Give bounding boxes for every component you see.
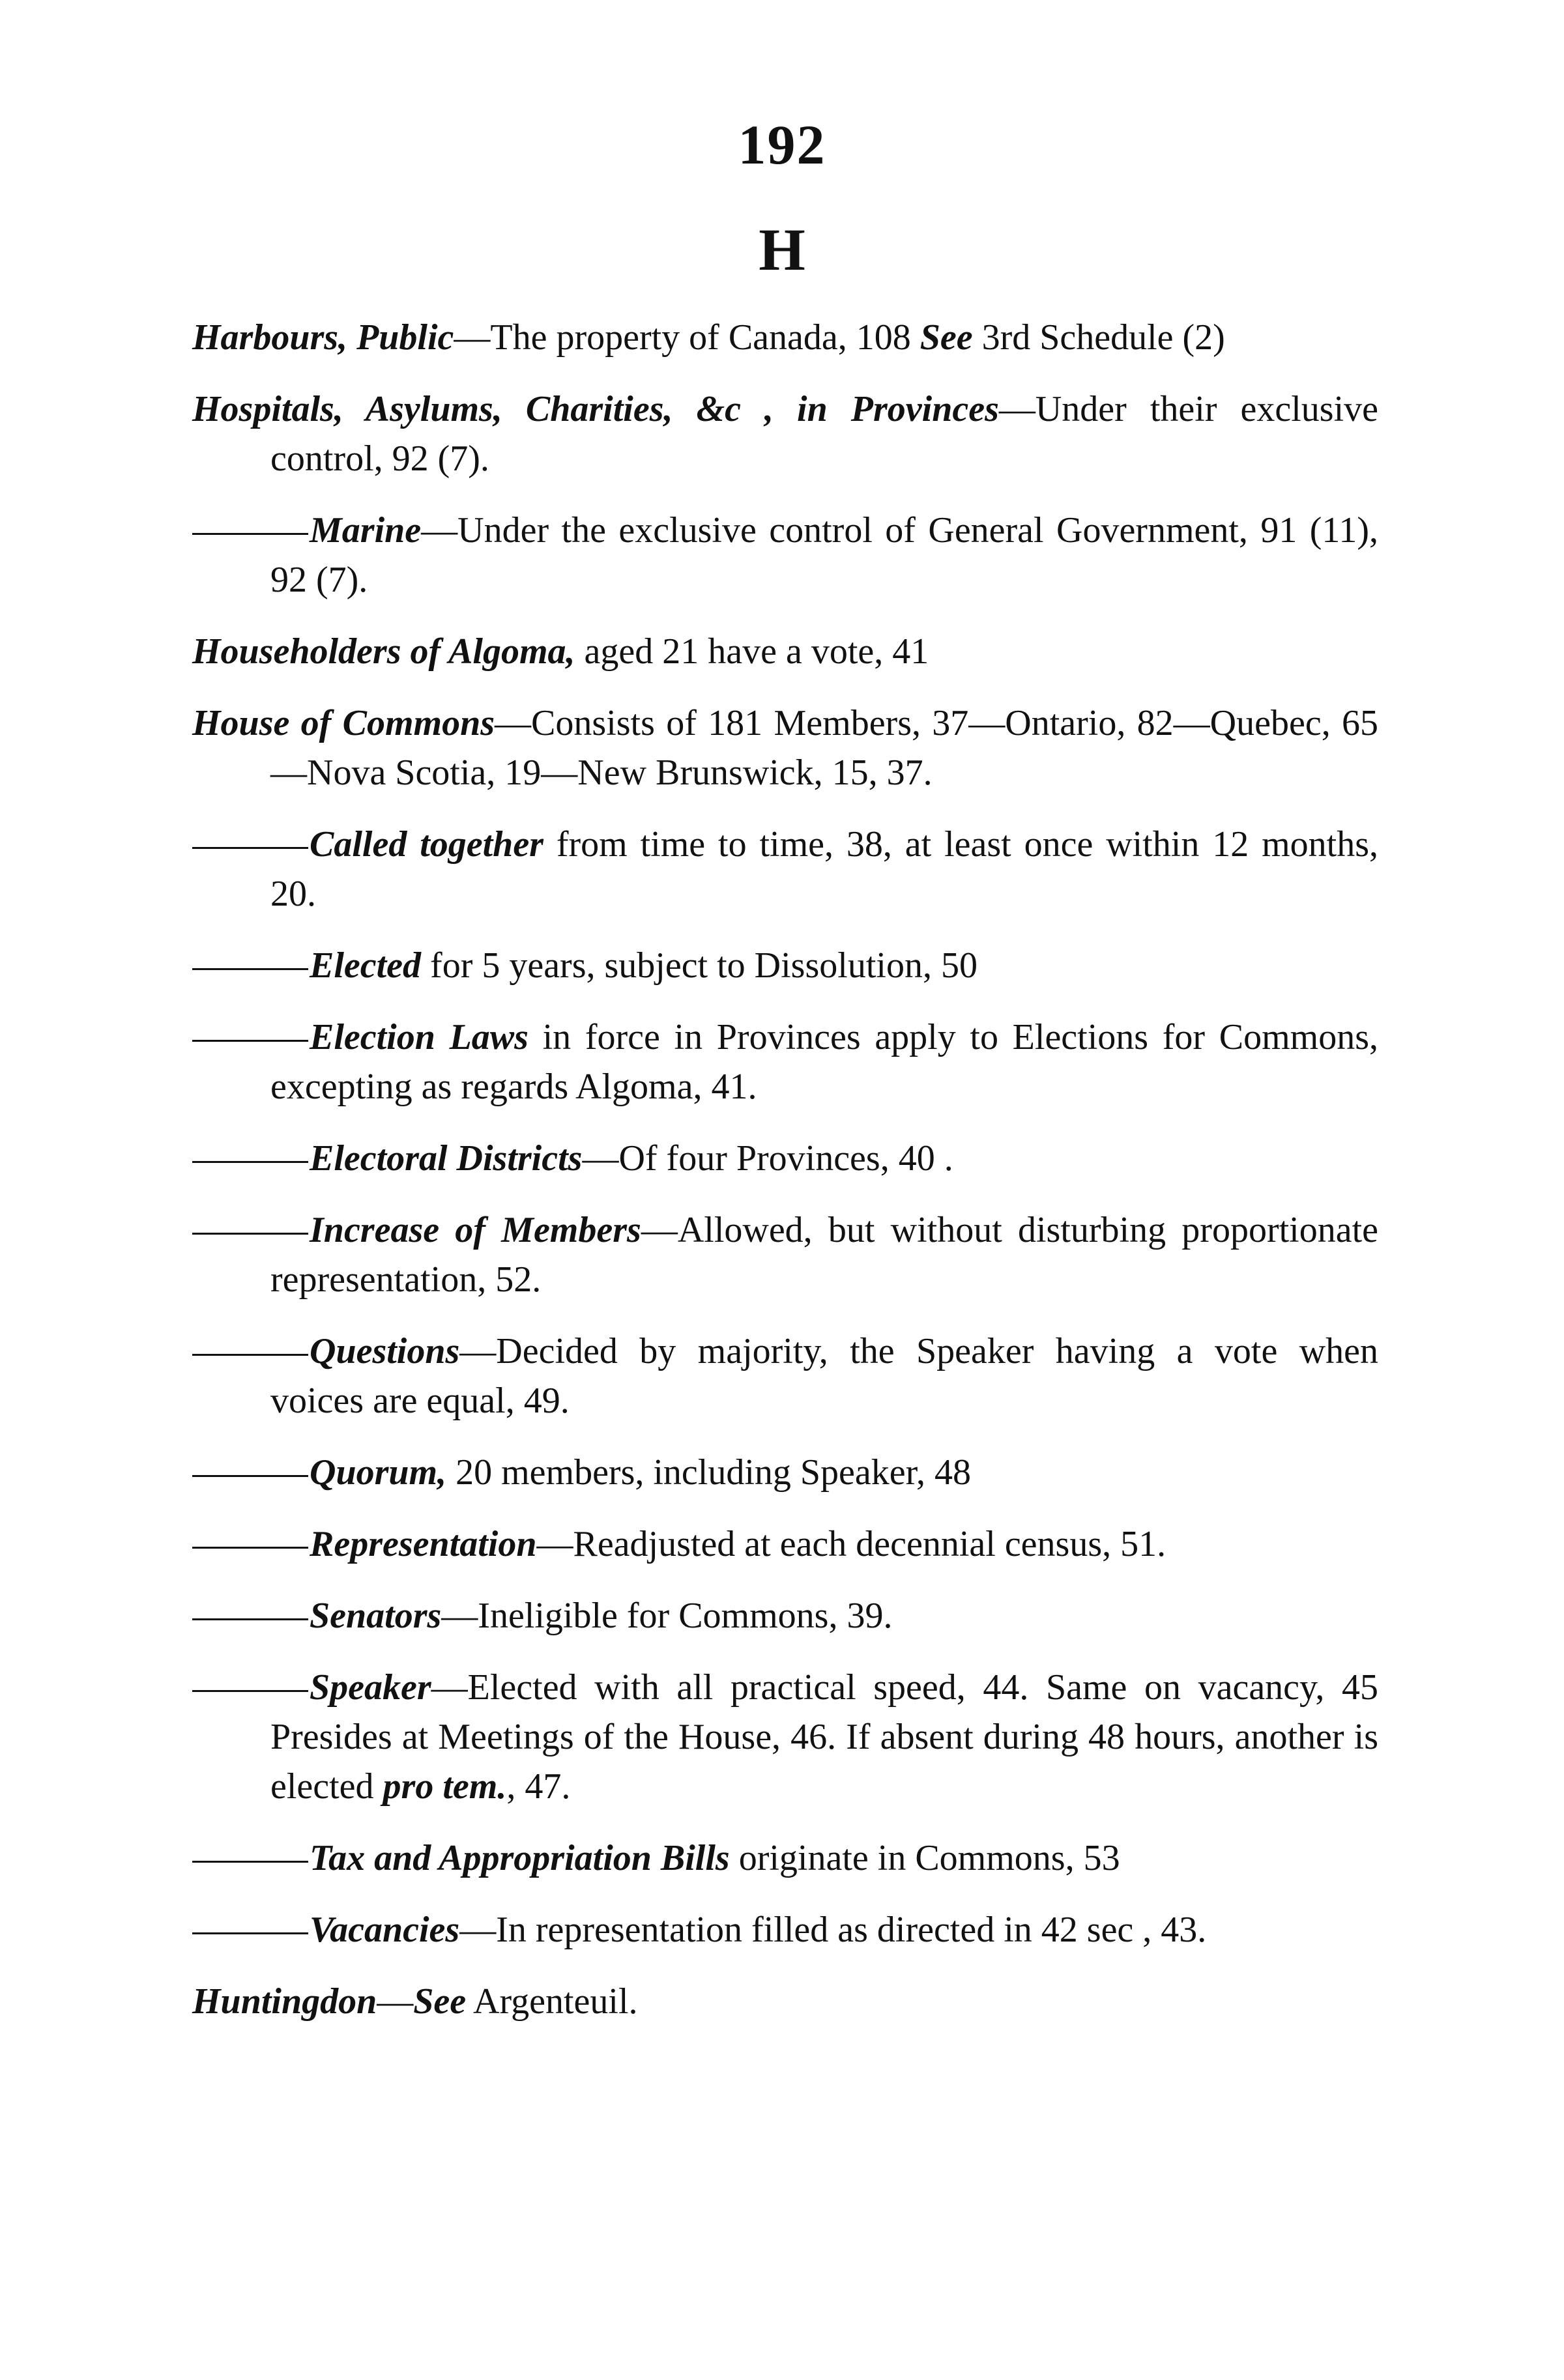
entry-text: —In representation filled as directed in 42 sec , 43. [459,1910,1207,1950]
entry-tail: , 47. [506,1766,571,1807]
entry-heading: Increase of Members [310,1210,641,1250]
entry-text: —Consists of 181 Members, 37—Ontario, 82—Quebec, 65—Nova Scotia, 19—New Brunswick, 15, 37. [270,703,1379,793]
entry-heading: Huntingdon [192,1981,377,2022]
entry-heading: Senators [310,1596,442,1636]
index-subentry-increase-of-members [192,1205,1378,1304]
entry-text: —Under the exclusive control of General Government, 91 (11), 92 (7). [270,510,1378,600]
ditto-dash [192,1690,308,1692]
entry-text: —Under their exclusive control, 92 (7). [270,389,1378,479]
entry-text: for 5 years, subject to Dissolution, 50 [421,945,977,986]
entry-heading: Election Laws [310,1017,529,1057]
index-subentry-elected [192,941,1378,990]
entry-heading: Electoral Districts [310,1138,583,1179]
index-subentry-election-laws [192,1012,1378,1111]
ditto-dash [192,1618,308,1620]
entry-text: originate in Commons, 53 [729,1838,1120,1878]
entry-heading: Vacancies [310,1910,460,1950]
index-subentry-vacancies [192,1905,1378,1955]
entry-heading: Tax and Appropriation Bills [310,1838,730,1878]
entry-text: —Ineligible for Commons, 39. [441,1596,893,1636]
ditto-dash [192,1233,308,1235]
index-subentry-speaker [192,1663,1378,1811]
page-number: 192 [738,113,826,176]
ditto-dash [192,533,308,535]
entry-heading: Harbours, Public [192,317,454,358]
entry-heading: Called together [310,824,543,865]
entry-heading: Quorum, [310,1452,447,1493]
index-entry-harbours [192,313,1378,362]
ditto-dash [192,1932,308,1934]
entry-text: from time to time, 38, at least once within 12 months, 20. [270,824,1379,914]
index-entry-huntingdon [192,1977,1378,2026]
ditto-dash [192,1161,308,1163]
ditto-dash [192,1475,308,1477]
ditto-dash [192,1040,308,1042]
index-subentry-questions [192,1326,1378,1426]
entry-text: —The property of Canada, 108 [454,317,920,358]
index-entry-householders [192,627,1378,676]
entry-text: —Allowed, but without disturbing proportionate representation, 52. [270,1210,1378,1300]
entry-heading: Representation [310,1524,537,1564]
ditto-dash [192,1354,308,1356]
entry-text: —Of four Provinces, 40 . [582,1138,953,1179]
ditto-dash [192,968,308,970]
entry-heading: Elected [310,945,422,986]
ditto-dash [192,1861,308,1863]
entry-tail: 3rd Schedule (2) [972,317,1225,358]
index-body [192,313,1378,2048]
entry-text: aged 21 have a vote, 41 [575,631,929,672]
see-reference: See [920,317,973,358]
entry-heading: Householders of Algoma, [192,631,575,672]
entry-heading: Marine [310,510,422,551]
ditto-dash [192,1547,308,1549]
entry-heading: Speaker [310,1667,431,1708]
section-letter: H [759,216,805,283]
entry-text: 20 members, including Speaker, 48 [446,1452,972,1493]
index-subentry-electoral-districts [192,1134,1378,1183]
index-entry-hospitals [192,384,1378,483]
entry-text: in force in Provinces apply to Elections for Commons, excepting as regards Algoma, 41. [270,1017,1378,1107]
see-reference: See [413,1981,467,2022]
entry-heading: Hospitals, Asylums, Charities, &c , in Provinces [192,389,999,429]
entry-tail: Argenteuil. [466,1981,638,2022]
pro-tem-phrase: pro tem. [383,1766,507,1807]
index-subentry-representation [192,1519,1378,1569]
entry-heading: House of Commons [192,703,495,743]
index-subentry-senators [192,1591,1378,1641]
index-subentry-called-together [192,820,1378,919]
entry-text: —Decided by majority, the Speaker having a vote when voices are equal, 49. [270,1331,1378,1421]
index-subentry-marine [192,506,1378,605]
entry-text: —Elected with all practical speed, 44. Same on vacancy, 45 Presides at Meetings of the House, 46. If absent during 48 hours, another is elected [270,1667,1378,1807]
entry-text: — [377,1981,414,2022]
index-subentry-quorum [192,1448,1378,1497]
ditto-dash [192,847,308,849]
entry-text: —Readjusted at each decennial census, 51. [536,1524,1166,1564]
index-entry-house-of-commons [192,698,1378,797]
index-subentry-tax-bills [192,1833,1378,1883]
entry-heading: Questions [310,1331,460,1371]
